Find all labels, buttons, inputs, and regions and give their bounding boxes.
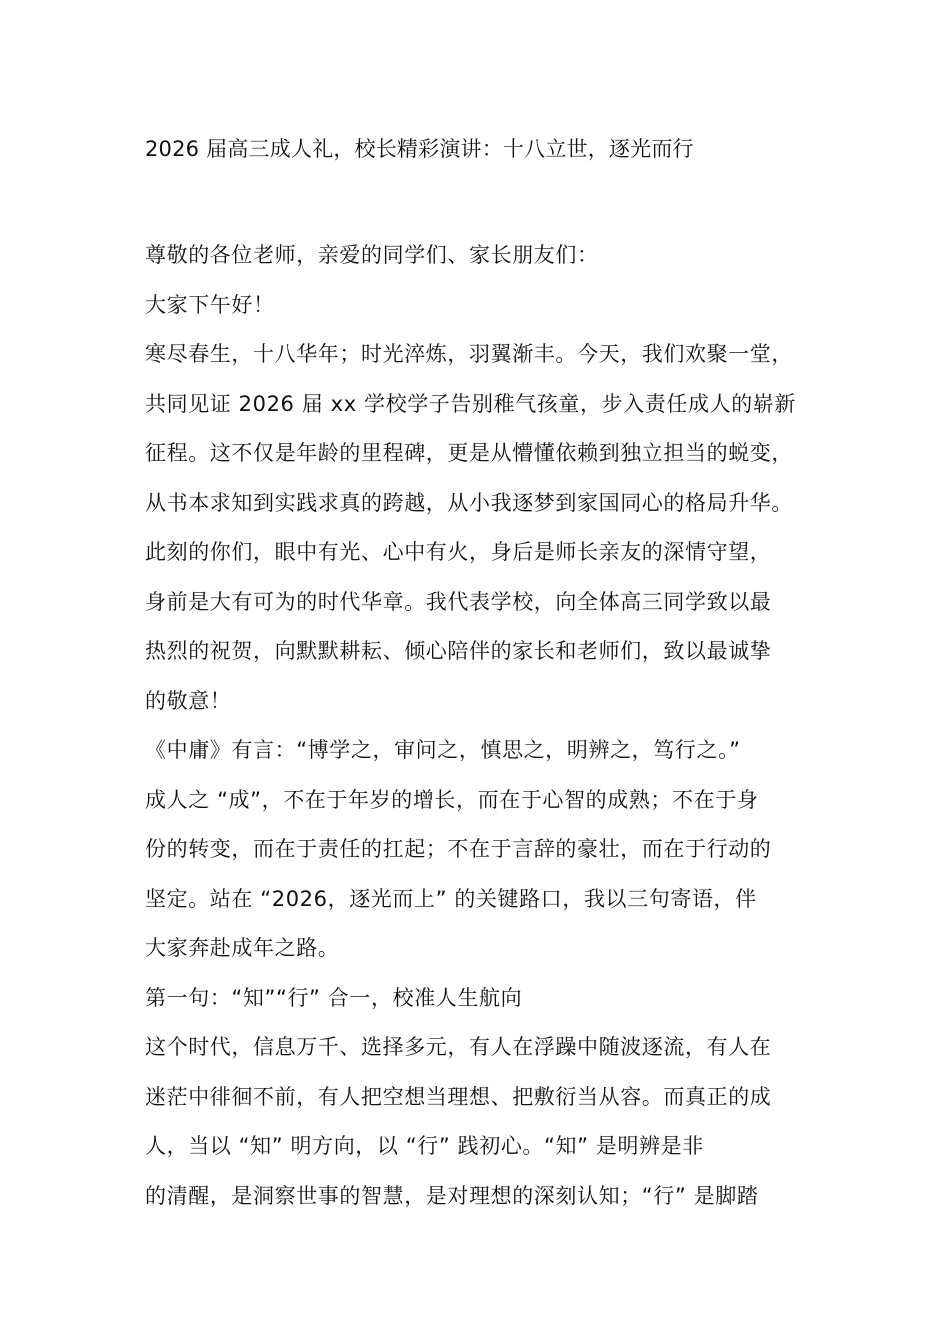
body-line: 人，当以 “知” 明方向，以 “行” 践初心。“知” 是明辨是非 <box>145 1134 704 1158</box>
body-line: 从书本求知到实践求真的跨越，从小我逐梦到家国同心的格局升华。 <box>145 490 793 515</box>
body-line: 大家下午好！ <box>145 292 275 317</box>
body-line: 共同见证 2026 届 xx 学校学子告别稚气孩童，步入责任成人的崭新 <box>145 391 796 416</box>
body-line: 坚定。站在 “2026，逐光而上” 的关键路口，我以三句寄语，伴 <box>145 886 757 911</box>
body-line: 的清醒，是洞察世事的智慧，是对理想的深刻认知；“行” 是脚踏 <box>145 1183 759 1208</box>
body-line: 份的转变，而在于责任的扛起；不在于言辞的豪壮，而在于行动的 <box>145 837 772 861</box>
body-line: 大家奔赴成年之路。 <box>145 936 340 960</box>
body-line: 征程。这不仅是年龄的里程碑，更是从懵懂依赖到独立担当的蜕变， <box>145 441 793 465</box>
body-line: 成人之 “成”，不在于年岁的增长，而在于心智的成熟；不在于身 <box>145 787 759 812</box>
section-heading: 第一句：“知”“行” 合一，校准人生航向 <box>145 985 523 1010</box>
body-line: 身前是大有可为的时代华章。我代表学校，向全体高三同学致以最 <box>145 589 772 614</box>
body-line: 热烈的祝贺，向默默耕耘、倾心陪伴的家长和老师们，致以最诚挚 <box>145 639 772 663</box>
body-line: 迷茫中徘徊不前，有人把空想当理想、把敷衍当从容。而真正的成 <box>145 1084 772 1109</box>
body-line: 此刻的你们，眼中有光、心中有火，身后是师长亲友的深情守望， <box>145 540 772 564</box>
body-line: 寒尽春生，十八华年；时光淬炼，羽翼渐丰。今天，我们欢聚一堂， <box>145 342 793 366</box>
body-line: 尊敬的各位老师，亲爱的同学们、家长朋友们： <box>145 243 599 267</box>
body-line: 这个时代，信息万千、选择多元，有人在浮躁中随波逐流，有人在 <box>145 1035 772 1059</box>
body-line: 《中庸》有言：“博学之，审问之，慎思之，明辨之，笃行之。” <box>145 738 741 762</box>
body-line: 的敬意！ <box>145 688 232 713</box>
document-body <box>145 240 835 1230</box>
document-title: 2026 届高三成人礼，校长精彩演讲：十八立世，逐光而行 <box>145 137 694 161</box>
